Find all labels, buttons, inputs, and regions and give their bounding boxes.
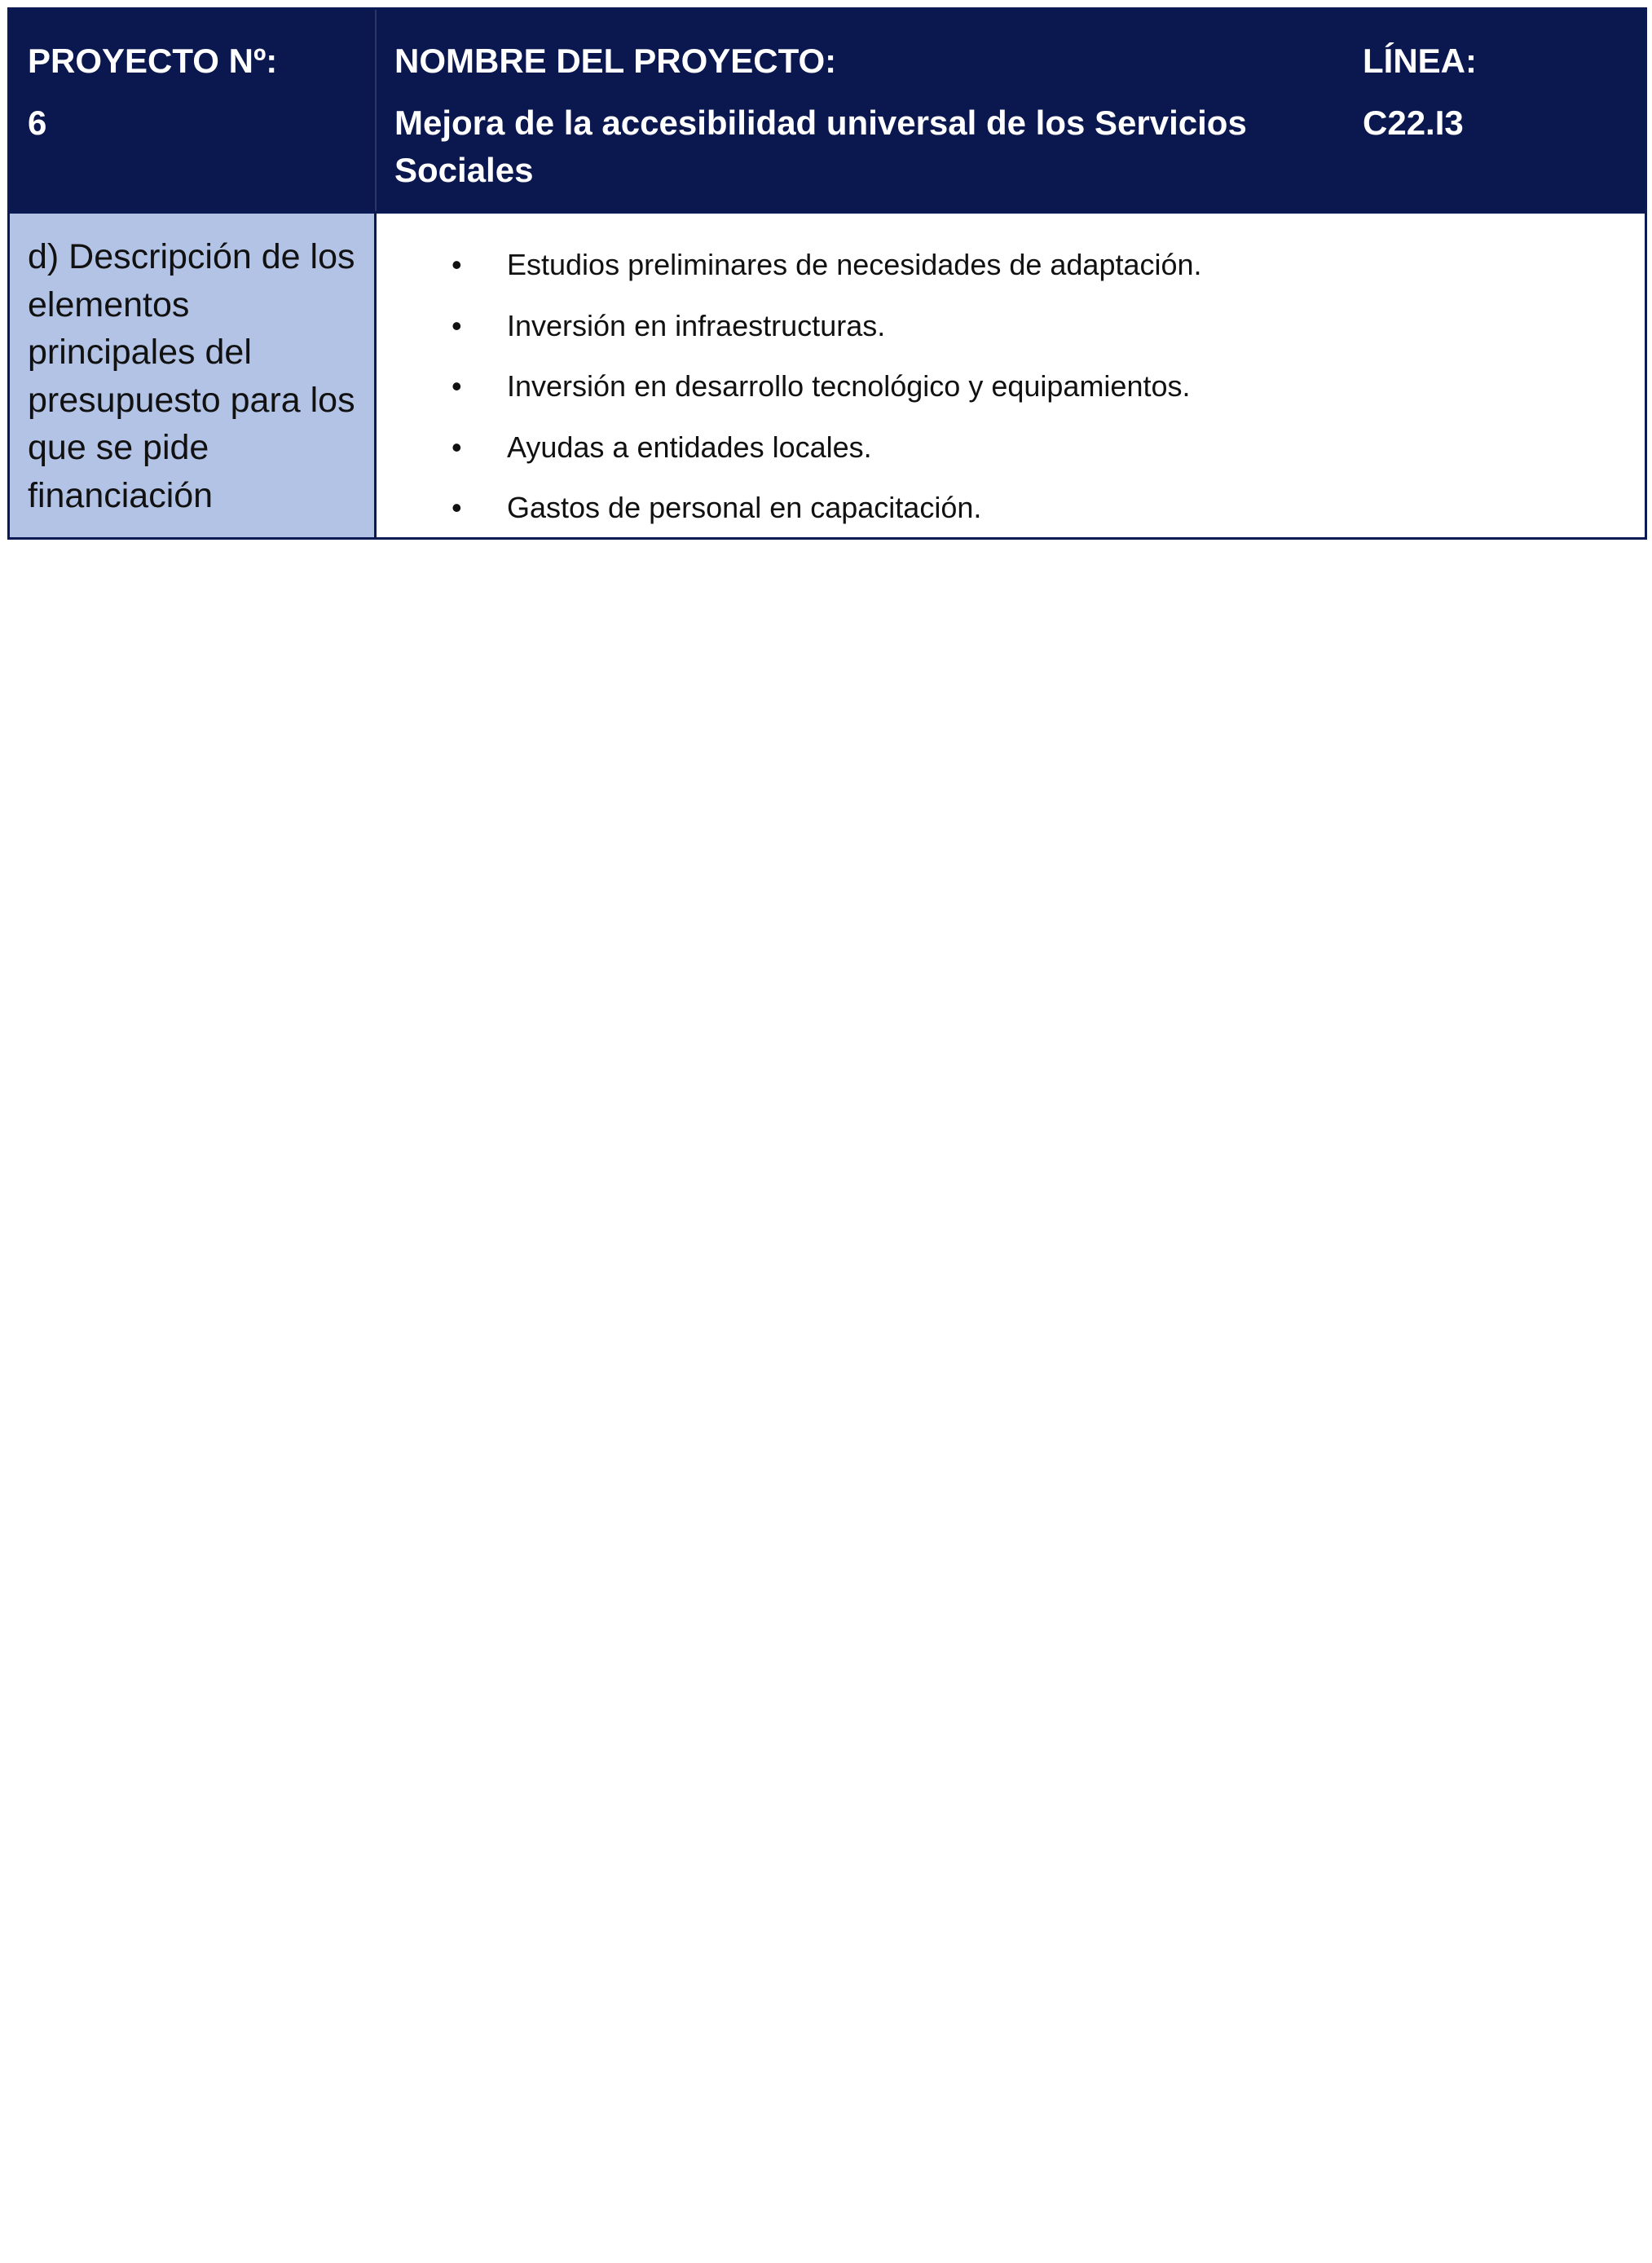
table-body-row bbox=[10, 211, 1645, 537]
section-label: d) Descripción de los elementos principales del presupuesto para los que se pide financiación bbox=[10, 214, 377, 537]
line-label: LÍNEA: bbox=[1363, 42, 1477, 80]
list-item-text: Gastos de personal en capacitación. bbox=[507, 491, 982, 524]
project-number-value: 6 bbox=[28, 104, 47, 142]
project-number-label: PROYECTO Nº: bbox=[28, 42, 278, 80]
list-item-text: Inversión en infraestructuras. bbox=[507, 308, 886, 342]
line-value: C22.I3 bbox=[1363, 104, 1464, 142]
line-cell bbox=[1345, 10, 1645, 211]
budget-items-cell bbox=[377, 214, 1645, 537]
list-item bbox=[377, 296, 1645, 357]
project-name-cell bbox=[377, 10, 1345, 211]
list-item bbox=[377, 235, 1645, 296]
bullet-icon: • bbox=[452, 491, 462, 524]
table-header-row bbox=[10, 10, 1645, 211]
bullet-icon: • bbox=[452, 248, 462, 281]
project-name-value: Mejora de la accesibilidad universal de los Servicios Sociales bbox=[394, 104, 1247, 189]
list-item-text: Ayudas a entidades locales. bbox=[507, 430, 872, 464]
list-item bbox=[377, 478, 1645, 539]
list-item bbox=[377, 417, 1645, 479]
budget-items-list bbox=[377, 235, 1645, 539]
list-item bbox=[377, 356, 1645, 417]
bullet-icon: • bbox=[452, 430, 462, 464]
bullet-icon: • bbox=[452, 369, 462, 403]
list-item-text: Inversión en desarrollo tecnológico y equipamientos. bbox=[507, 369, 1191, 403]
project-name-label: NOMBRE DEL PROYECTO: bbox=[394, 42, 837, 80]
project-number-cell bbox=[10, 10, 377, 211]
bullet-icon: • bbox=[452, 308, 462, 342]
list-item-text: Estudios preliminares de necesidades de adaptación. bbox=[507, 248, 1202, 281]
project-table bbox=[7, 7, 1647, 540]
